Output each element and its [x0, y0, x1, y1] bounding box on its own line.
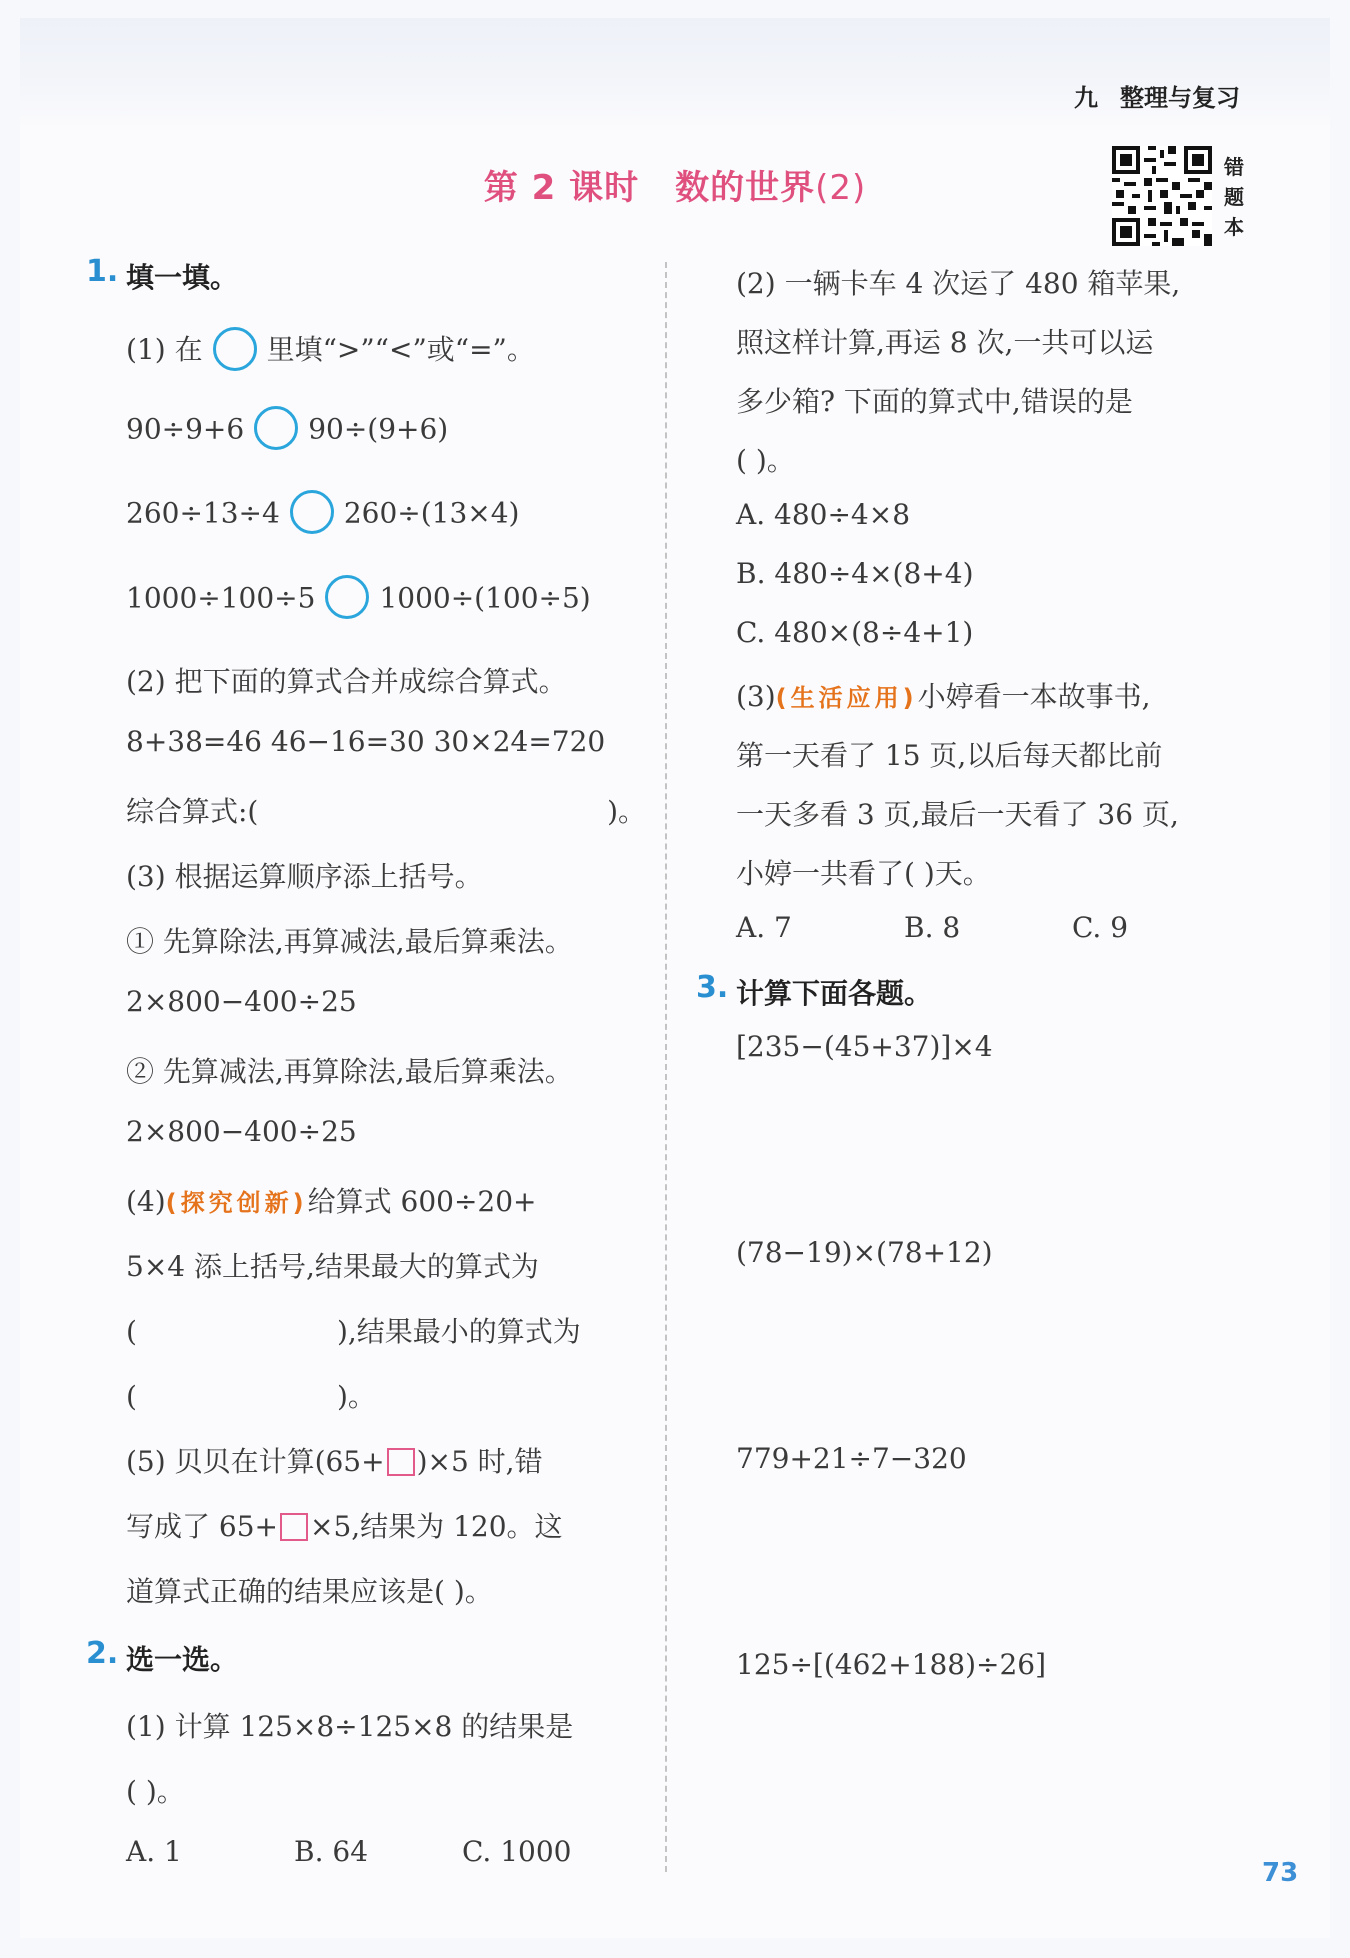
option-c[interactable]: C. 9 — [1072, 911, 1129, 944]
q2-part2-line2: 照这样计算,再运 8 次,一共可以运 — [736, 326, 1154, 359]
question-2-heading: 选一选。 — [126, 1643, 239, 1676]
question-1-heading: 填一填。 — [126, 261, 239, 294]
q2-part3-options — [736, 911, 1240, 944]
q1-part4-line1 — [126, 1180, 537, 1220]
compare-right: 90÷(9+6) — [308, 412, 449, 446]
answer-label: 综合算式:( — [126, 795, 259, 828]
q2-part3-text: 小婷看一本故事书, — [917, 680, 1151, 713]
q2-part2-option-c[interactable]: C. 480×(8÷4+1) — [736, 616, 974, 649]
q2-part2-line4[interactable]: ( )。 — [736, 444, 795, 477]
q1-part5-line2 — [126, 1505, 563, 1545]
question-3-heading: 计算下面各题。 — [736, 977, 933, 1010]
q1-part5-text-a: (5) 贝贝在计算(65+ — [126, 1445, 385, 1478]
q2-part3-line3: 一天多看 3 页,最后一天看了 36 页, — [736, 798, 1179, 831]
q1-part5-text-d: ×5,结果为 120。这 — [310, 1510, 563, 1543]
q1-part1-text-b: 里填“>”“<”或“=”。 — [266, 333, 535, 366]
blank-open: ( — [126, 1380, 137, 1413]
q1-part2-answer[interactable] — [126, 790, 646, 830]
q2-part3-line4[interactable]: 小婷一共看了( )天。 — [736, 857, 991, 890]
q2-part2-option-a[interactable]: A. 480÷4×8 — [736, 498, 911, 531]
option-c[interactable]: C. 1000 — [462, 1835, 572, 1868]
question-2-number: 2. — [86, 1636, 119, 1671]
circle-blank-icon — [213, 327, 257, 371]
option-b[interactable]: B. 64 — [294, 1835, 369, 1868]
calc-expression-3: 779+21÷7−320 — [736, 1442, 967, 1475]
q1-part3-item2: ② 先算减法,再算除法,最后算乘法。 — [126, 1055, 573, 1088]
answer-close: )。 — [607, 795, 646, 828]
blank-open: ( — [126, 1315, 137, 1348]
q1-part4-line3[interactable] — [126, 1310, 581, 1350]
q1-part3-instruction: (3) 根据运算顺序添上括号。 — [126, 860, 483, 893]
option-a[interactable]: A. 7 — [736, 911, 792, 944]
qr-code-icon[interactable] — [1112, 146, 1212, 246]
compare-left: 1000÷100÷5 — [126, 581, 316, 615]
life-application-tag: (生活应用) — [775, 684, 918, 712]
page-number: 73 — [1262, 1858, 1299, 1888]
square-blank-icon — [280, 1513, 308, 1541]
blank-close: )。 — [336, 1380, 376, 1413]
square-blank-icon — [387, 1448, 415, 1476]
qr-label-char: 本 — [1224, 215, 1244, 239]
q1-part4-text-max: ),结果最小的算式为 — [336, 1315, 581, 1348]
chapter-title: 整理与复习 — [1120, 84, 1240, 112]
compare-circle-2[interactable] — [290, 490, 334, 534]
q1-part3-item1: ① 先算除法,再算减法,最后算乘法。 — [126, 925, 573, 958]
q1-part5-line1 — [126, 1440, 543, 1480]
explore-innovate-tag: (探究创新) — [165, 1189, 308, 1217]
q1-part1-instruction — [126, 328, 535, 371]
qr-label-char: 错 — [1224, 155, 1244, 179]
q1-part4-text: 给算式 600÷20+ — [307, 1185, 537, 1218]
q1-part3-item2-expr: 2×800−400÷25 — [126, 1115, 357, 1148]
column-divider — [665, 262, 667, 1872]
compare-circle-1[interactable] — [254, 406, 298, 450]
compare-row-1 — [126, 412, 448, 450]
calc-expression-4: 125÷[(462+188)÷26] — [736, 1648, 1047, 1681]
compare-row-3 — [126, 581, 591, 619]
q2-part1-line2[interactable]: ( )。 — [126, 1775, 185, 1808]
q2-part3-label: (3) — [736, 680, 776, 713]
compare-right: 1000÷(100÷5) — [379, 581, 591, 615]
compare-right: 260÷(13×4) — [343, 496, 520, 530]
compare-left: 90÷9+6 — [126, 412, 245, 446]
q1-part1-text-a: (1) 在 — [126, 333, 203, 366]
lesson-number: 第 2 课时 — [483, 168, 640, 208]
q2-part3-line2: 第一天看了 15 页,以后每天都比前 — [736, 739, 1163, 772]
q1-part2-instruction: (2) 把下面的算式合并成综合算式。 — [126, 665, 567, 698]
q2-part3-line1 — [736, 675, 1151, 715]
q1-part5-text-b: )×5 时,错 — [416, 1445, 543, 1478]
calc-expression-1: [235−(45+37)]×4 — [736, 1030, 993, 1063]
q2-part2-option-b[interactable]: B. 480÷4×(8+4) — [736, 557, 974, 590]
q2-part2-line3: 多少箱? 下面的算式中,错误的是 — [736, 385, 1133, 418]
lesson-part: (2) — [815, 168, 867, 208]
q1-part4-label: (4) — [126, 1185, 166, 1218]
q1-part5-text-c: 写成了 65+ — [126, 1510, 278, 1543]
option-a[interactable]: A. 1 — [126, 1835, 182, 1868]
question-1-number: 1. — [86, 254, 119, 289]
option-b[interactable]: B. 8 — [904, 911, 961, 944]
lesson-topic: 数的世界 — [675, 168, 816, 208]
compare-row-2 — [126, 496, 519, 534]
calc-expression-2: (78−19)×(78+12) — [736, 1236, 993, 1269]
q2-part1-line1: (1) 计算 125×8÷125×8 的结果是 — [126, 1710, 574, 1743]
q2-part2-line1: (2) 一辆卡车 4 次运了 480 箱苹果, — [736, 267, 1181, 300]
question-3-number: 3. — [696, 970, 729, 1005]
chapter-number: 九 — [1074, 84, 1098, 112]
q1-part4-line4[interactable] — [126, 1375, 376, 1415]
error-notebook-label — [1220, 152, 1248, 242]
q1-part5-line3[interactable]: 道算式正确的结果应该是( )。 — [126, 1575, 493, 1608]
qr-label-char: 题 — [1224, 185, 1244, 209]
chapter-header — [1074, 78, 1240, 113]
q1-part4-line2: 5×4 添上括号,结果最大的算式为 — [126, 1250, 539, 1283]
q1-part3-item1-expr: 2×800−400÷25 — [126, 985, 357, 1018]
q1-part2-equations: 8+38=46 46−16=30 30×24=720 — [126, 725, 606, 758]
q2-part1-options — [126, 1835, 630, 1868]
compare-left: 260÷13÷4 — [126, 496, 280, 530]
compare-circle-3[interactable] — [325, 575, 369, 619]
